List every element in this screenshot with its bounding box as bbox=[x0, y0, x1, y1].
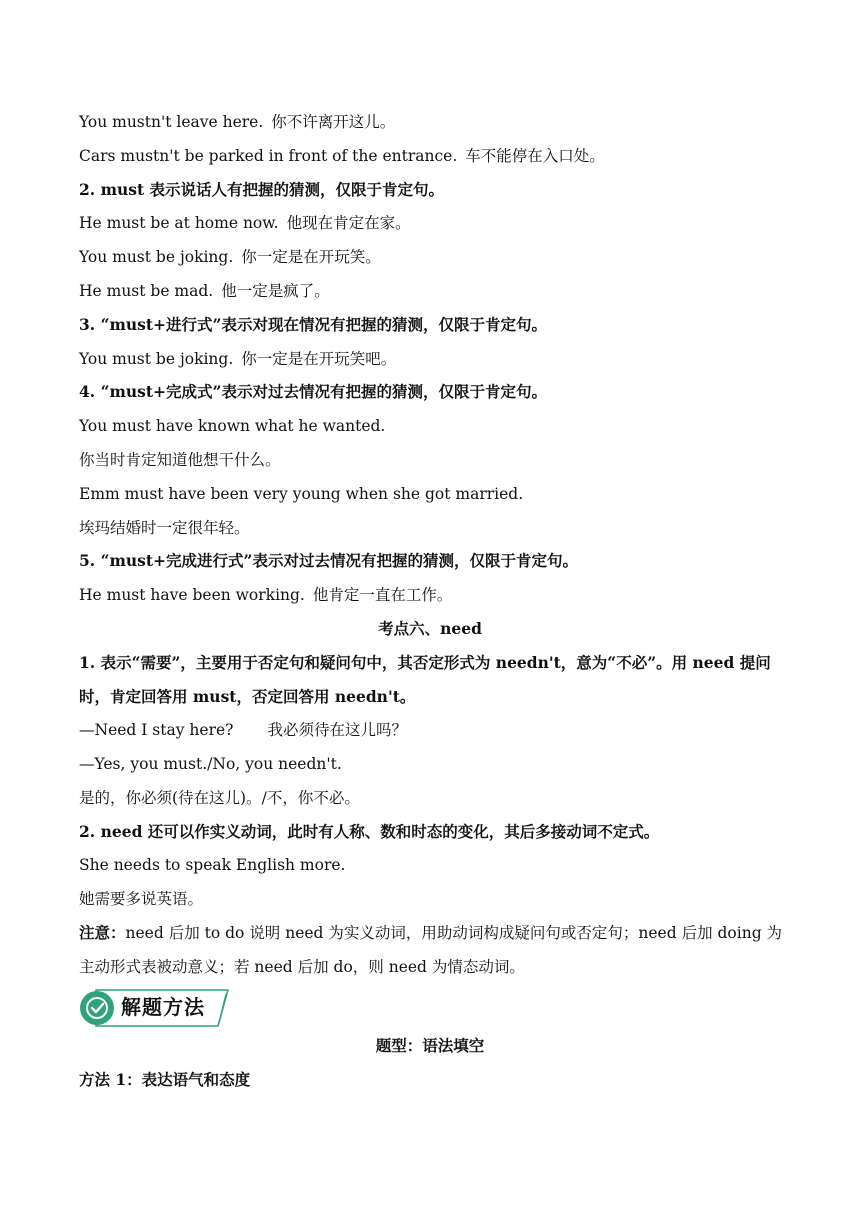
dialogue-question bbox=[79, 720, 784, 740]
note-label: 注意： bbox=[79, 923, 126, 942]
example-line bbox=[79, 281, 784, 301]
rule-heading: 2. must 表示说话人有把握的猜测，仅限于肯定句。 bbox=[79, 180, 445, 199]
example-english: She needs to speak English more. bbox=[79, 856, 346, 874]
example-english: —Need I stay here? bbox=[79, 721, 234, 739]
example-english: You must be joking. bbox=[79, 248, 234, 266]
dialogue-answer: —Yes, you must./No, you needn't. bbox=[79, 755, 342, 773]
example-english: He must be mad. bbox=[79, 282, 214, 300]
rule-heading: 4. “must+完成式”表示对过去情况有把握的猜测，仅限于肯定句。 bbox=[79, 382, 547, 401]
example-chinese: 埃玛结婚时一定很年轻。 bbox=[79, 519, 250, 537]
example-english: He must have been working. bbox=[79, 586, 305, 604]
example-chinese: 是的，你必须(待在这儿)。/不，你不必。 bbox=[79, 789, 360, 807]
example-chinese: 你当时肯定知道他想干什么。 bbox=[79, 451, 281, 469]
example-line bbox=[79, 349, 784, 369]
example-english: You mustn't leave here. bbox=[79, 113, 264, 131]
example-english: He must be at home now. bbox=[79, 214, 279, 232]
example-line bbox=[79, 146, 784, 166]
example-chinese: 你一定是在开玩笑吧。 bbox=[241, 350, 397, 368]
question-type-title: 题型：语法填空 bbox=[375, 1036, 485, 1055]
check-circle-icon bbox=[78, 989, 116, 1027]
example-line bbox=[79, 585, 784, 605]
example-chinese: 车不能停在入口处。 bbox=[465, 147, 605, 165]
example-english: Cars mustn't be parked in front of the entrance. bbox=[79, 147, 458, 165]
example-english: You must be joking. bbox=[79, 350, 234, 368]
example-chinese: 你不许离开这儿。 bbox=[271, 113, 396, 131]
example-chinese: 他一定是疯了。 bbox=[221, 282, 330, 300]
banner-label: 解题方法 bbox=[121, 995, 205, 1019]
rule-paragraph: 1. 表示“需要”，主要用于否定句和疑问句中，其否定形式为 needn't，意为“不必”。用 need 提问时，肯定回答用 must，否定回答用 needn't。 bbox=[79, 653, 771, 706]
example-english: Emm must have been very young when she got married. bbox=[79, 485, 524, 503]
example-chinese: 她需要多说英语。 bbox=[79, 890, 204, 908]
section-banner bbox=[78, 988, 230, 1028]
example-chinese: 他现在肯定在家。 bbox=[286, 214, 411, 232]
section-title: 考点六、need bbox=[378, 619, 482, 638]
example-chinese: 我必须待在这儿吗？ bbox=[267, 721, 407, 739]
example-line bbox=[79, 213, 784, 233]
example-line bbox=[79, 112, 784, 132]
example-chinese: 他肯定一直在工作。 bbox=[312, 586, 453, 604]
note-text: need 后加 to do 说明 need 为实义动词，用助动词构成疑问句或否定句；need 后加 doing 为主动形式表被动意义；若 need 后加 do，则 need 为情态动词。 bbox=[79, 924, 783, 976]
rule-heading: 5. “must+完成进行式”表示对过去情况有把握的猜测，仅限于肯定句。 bbox=[79, 551, 578, 570]
rule-heading: 3. “must+进行式”表示对现在情况有把握的猜测，仅限于肯定句。 bbox=[79, 315, 547, 334]
example-english: You must have known what he wanted. bbox=[79, 417, 386, 435]
rule-heading: 2. need 还可以作实义动词，此时有人称、数和时态的变化，其后多接动词不定式。 bbox=[79, 822, 660, 841]
note-paragraph bbox=[79, 916, 784, 984]
example-line bbox=[79, 247, 784, 267]
example-chinese: 你一定是在开玩笑。 bbox=[241, 248, 381, 266]
method-heading: 方法 1：表达语气和态度 bbox=[79, 1070, 251, 1089]
